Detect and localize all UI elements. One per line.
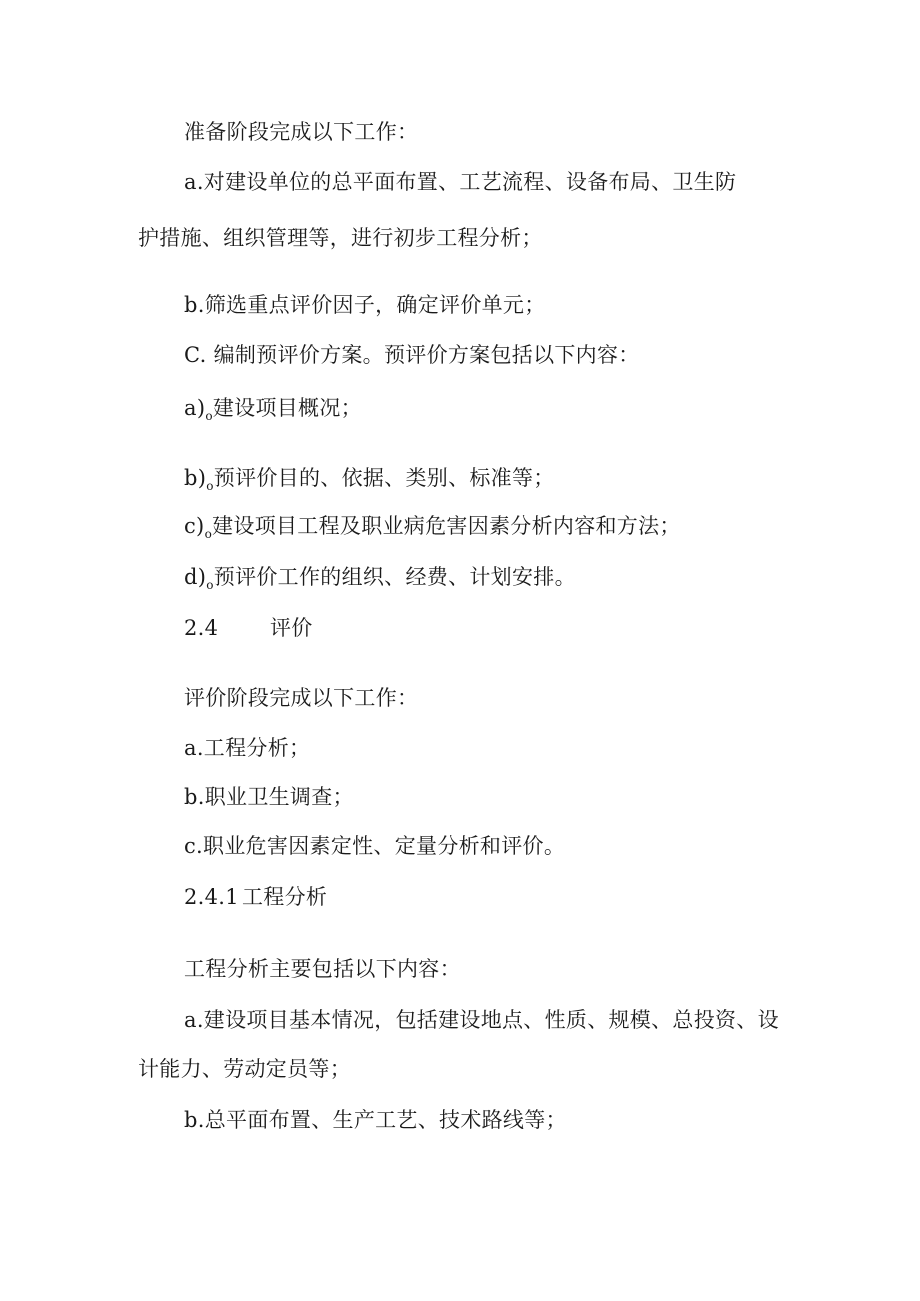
item-c: C. 编制预评价方案。预评价方案包括以下内容： bbox=[184, 343, 640, 367]
eval-item-c: c.职业危害因素定性、定量分析和评价。 bbox=[184, 834, 566, 858]
sub-item-b bbox=[184, 464, 555, 500]
eval-item-b: b.职业卫生调查； bbox=[184, 785, 354, 809]
eval-intro: 评价阶段完成以下工作： bbox=[184, 686, 419, 710]
sub-item-b-prefix: b) bbox=[184, 466, 207, 490]
prep-intro: 准备阶段完成以下工作： bbox=[184, 120, 419, 144]
section-2-4-1-number: 2.4.1 bbox=[184, 885, 239, 909]
section-2-4-heading bbox=[184, 614, 313, 642]
sub-item-b-text: 预评价目的、依据、类别、标准等； bbox=[213, 466, 555, 490]
eng-item-b: b.总平面布置、生产工艺、技术路线等； bbox=[184, 1108, 567, 1132]
item-a-line2: 护措施、组织管理等，进行初步工程分析； bbox=[138, 226, 543, 250]
item-b: b.筛选重点评价因子，确定评价单元； bbox=[184, 293, 546, 317]
sub-item-d-mark: o bbox=[206, 578, 214, 592]
sub-item-a bbox=[184, 394, 362, 430]
sub-item-d-prefix: d) bbox=[184, 565, 207, 589]
section-2-4-1-heading bbox=[184, 883, 327, 911]
eval-item-a: a.工程分析； bbox=[184, 736, 311, 760]
eng-item-a-line2: 计能力、劳动定员等； bbox=[138, 1057, 351, 1081]
sub-item-d bbox=[184, 563, 576, 599]
section-2-4-number: 2.4 bbox=[184, 616, 219, 640]
sub-item-c-prefix: c) bbox=[184, 514, 205, 538]
sub-item-c-text: 建设项目工程及职业病危害因素分析内容和方法； bbox=[212, 514, 681, 538]
sub-item-a-prefix: a) bbox=[184, 396, 206, 420]
sub-item-b-mark: o bbox=[206, 479, 214, 493]
sub-item-c bbox=[184, 512, 681, 548]
eng-item-a-line1: a.建设项目基本情况，包括建设地点、性质、规模、总投资、设 bbox=[184, 1008, 779, 1032]
section-2-4-1-title: 工程分析 bbox=[242, 885, 328, 909]
section-2-4-title: 评价 bbox=[270, 616, 313, 640]
item-a-line1: a.对建设单位的总平面布置、工艺流程、设备布局、卫生防 bbox=[184, 170, 737, 194]
sub-item-c-mark: o bbox=[204, 527, 213, 541]
sub-item-d-text: 预评价工作的组织、经费、计划安排。 bbox=[213, 565, 576, 589]
sub-item-a-mark: o bbox=[205, 409, 213, 423]
eng-intro: 工程分析主要包括以下内容： bbox=[184, 957, 461, 981]
sub-item-a-text: 建设项目概况； bbox=[212, 396, 362, 420]
